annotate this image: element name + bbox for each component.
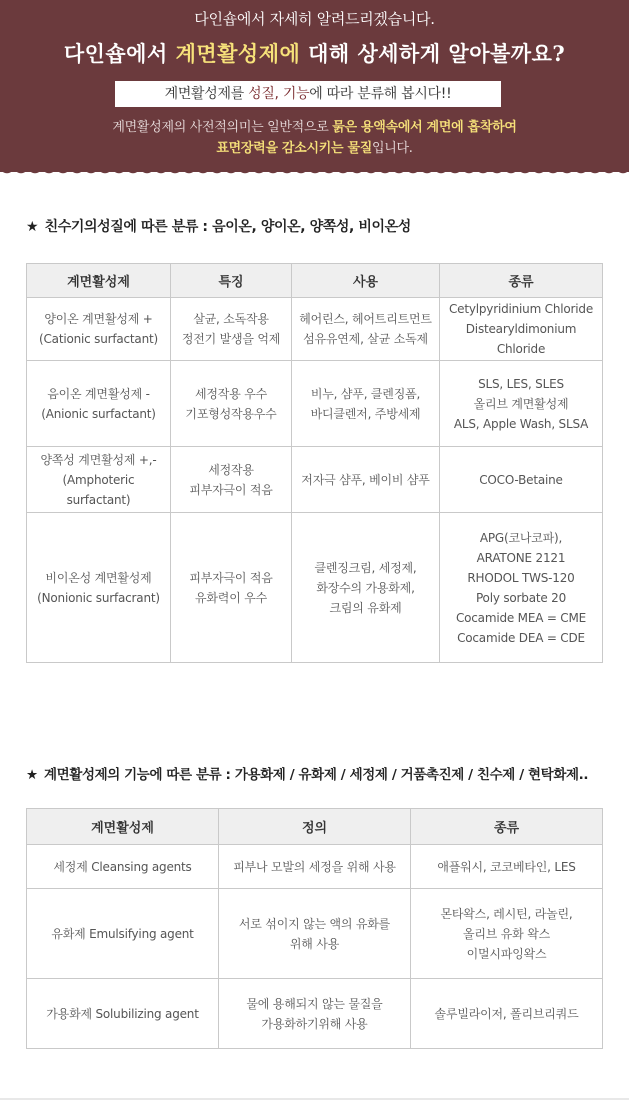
- cell-line: 세정작용 우수: [195, 386, 267, 401]
- table-row: [27, 361, 603, 447]
- cell-types: [440, 513, 603, 663]
- cell-use: [292, 298, 440, 361]
- pill-accent: 성질, 기능: [248, 86, 310, 102]
- cell-line: 피부나 모발의 세정을 위해 사용: [233, 859, 396, 874]
- cell-line: (Amphoteric surfactant): [62, 472, 135, 507]
- cell-line: 피부자극이 적음: [189, 570, 273, 585]
- cell-feature: [171, 298, 292, 361]
- banner-title-post: 대해 상세하게 알아볼까요?: [300, 41, 566, 66]
- surfactant-property-table: [26, 263, 603, 663]
- table-row: [27, 889, 603, 979]
- scalloped-edge: [0, 166, 629, 180]
- desc-line2-post: 입니다.: [371, 141, 413, 156]
- cell-types: [440, 298, 603, 361]
- cell-feature: [171, 513, 292, 663]
- cell-line: 화장수의 가용화제,: [316, 580, 415, 595]
- cell-name: [27, 298, 171, 361]
- column-header: 종류: [411, 809, 603, 845]
- cell-line: 바디클렌저, 주방세제: [310, 406, 421, 421]
- cell-line: 헤어린스, 헤어트리트먼트: [299, 312, 432, 326]
- cell-line: 섬유유연제, 살균 소독제: [303, 332, 428, 346]
- column-header: 종류: [440, 264, 603, 298]
- cell-line: 비누, 샴푸, 클렌징폼,: [310, 386, 421, 401]
- cell-name: [27, 979, 219, 1049]
- column-header: 정의: [219, 809, 411, 845]
- cell-definition: [219, 845, 411, 889]
- cell-line: 물에 용해되지 않는 물질을: [246, 996, 383, 1011]
- cell-name: [27, 447, 171, 513]
- cell-line: 기포형성작용우수: [185, 406, 277, 421]
- cell-name: [27, 513, 171, 663]
- cell-name: [27, 361, 171, 447]
- cell-line: 양이온 계면활성제 +: [44, 312, 153, 326]
- cell-name: [27, 889, 219, 979]
- star-icon: ★: [26, 767, 38, 783]
- banner-title-pre: 다인숍에서: [63, 41, 176, 66]
- table-row: [27, 979, 603, 1049]
- cell-line: 몬타왁스, 레시틴, 라놀린,: [440, 906, 573, 921]
- cell-line: Cetylpyridinium Chloride: [448, 302, 594, 316]
- cell-line: 유화제 Emulsifying agent: [51, 926, 194, 941]
- star-icon: ★: [26, 219, 39, 235]
- cell-line: (Nonionic surfacrant): [37, 590, 160, 605]
- cell-line: Poly sorbate 20: [475, 590, 567, 605]
- cell-line: 가용화제 Solubilizing agent: [46, 1006, 199, 1021]
- surfactant-function-table: [26, 808, 603, 1049]
- cell-definition: [219, 889, 411, 979]
- cell-line: 피부자극이 적음: [189, 482, 273, 497]
- header-banner: [0, 0, 629, 172]
- cell-line: Cocamide DEA = CDE: [457, 630, 585, 645]
- cell-line: 저자극 샴푸, 베이비 샴푸: [301, 472, 430, 487]
- cell-line: 올리브 계면활성제: [473, 396, 569, 411]
- pill-post: 에 따라 분류해 봅시다!!: [309, 86, 452, 102]
- cell-line: (Cationic surfactant): [39, 332, 158, 346]
- column-header: 특징: [171, 264, 292, 298]
- cell-types: [440, 447, 603, 513]
- table-row: [27, 845, 603, 889]
- desc-line-2: [0, 138, 629, 159]
- column-header: 계면활성제: [27, 809, 219, 845]
- cell-line: COCO-Betaine: [479, 472, 563, 487]
- cell-line: 양쪽성 계면활성제 +,-: [40, 452, 157, 467]
- cell-definition: [219, 979, 411, 1049]
- cell-line: 서로 섞이지 않는 액의 유화를: [238, 916, 391, 931]
- cell-line: SLS, LES, SLES: [478, 376, 564, 391]
- cell-line: 크림의 유화제: [329, 600, 402, 615]
- cell-use: [292, 513, 440, 663]
- cell-line: ARATONE 2121: [476, 550, 566, 565]
- cell-use: [292, 361, 440, 447]
- table-row: [27, 447, 603, 513]
- cell-use: [292, 447, 440, 513]
- table-row: [27, 298, 603, 361]
- cell-line: 비이온성 계면활성제: [45, 570, 152, 585]
- cell-line: 가용화하기위해 사용: [261, 1016, 368, 1031]
- cell-line: APG(코나코파),: [479, 530, 563, 545]
- cell-types: [411, 845, 603, 889]
- cell-line: 클렌징크림, 세정제,: [314, 560, 417, 575]
- cell-types: [440, 361, 603, 447]
- desc-line1-bold: 묽은 용액속에서 계면에 흡착하여: [332, 120, 517, 135]
- cell-types: [411, 979, 603, 1049]
- cell-line: 위해 사용: [289, 936, 340, 951]
- table-header-row: [27, 809, 603, 845]
- cell-line: 세정제 Cleansing agents: [53, 859, 192, 874]
- banner-title: [0, 38, 629, 68]
- cell-line: 이멀시파잉왁스: [466, 946, 547, 961]
- cell-feature: [171, 447, 292, 513]
- cell-feature: [171, 361, 292, 447]
- section2-heading-text: 계면활성제의 기능에 따른 분류 : 가용화제 / 유화제 / 세정제 / 거품촉진제 / 친수제 / 현탁화제..: [44, 767, 589, 783]
- banner-pill: [115, 81, 501, 107]
- cell-line: 세정작용: [208, 462, 254, 477]
- cell-line: 음이온 계면활성제 -: [47, 386, 150, 401]
- pill-pre: 계면활성제를: [164, 86, 249, 102]
- cell-line: ALS, Apple Wash, SLSA: [453, 416, 589, 431]
- column-header: 계면활성제: [27, 264, 171, 298]
- cell-line: 정전기 발생을 억제: [181, 332, 281, 346]
- desc-line2-bold: 표면장력을 감소시키는 물질: [216, 141, 372, 156]
- banner-description: [0, 117, 629, 159]
- section1-heading-text: 친수기의성질에 따른 분류 : 음이온, 양이온, 양쪽성, 비이온성: [44, 219, 411, 235]
- cell-name: [27, 845, 219, 889]
- cell-line: (Anionic surfactant): [41, 406, 156, 421]
- section2-heading: [26, 763, 588, 783]
- section1-heading: [26, 216, 411, 236]
- banner-subtitle: 다인숍에서 자세히 알려드리겠습니다.: [194, 10, 435, 28]
- cell-line: Distearyldimonium Chloride: [465, 322, 577, 356]
- cell-line: 유화력이 우수: [195, 590, 267, 605]
- cell-line: 애플워시, 코코베타인, LES: [437, 859, 576, 874]
- desc-line-1: [0, 117, 629, 138]
- column-header: 사용: [292, 264, 440, 298]
- cell-line: 올리브 유화 왁스: [463, 926, 550, 941]
- cell-line: 솔루빌라이저, 폴리브리쿼드: [434, 1006, 579, 1021]
- table-row: [27, 513, 603, 663]
- desc-line1-pre: 계면활성제의 사전적의미는 일반적으로: [112, 120, 333, 135]
- cell-types: [411, 889, 603, 979]
- cell-line: 살균, 소독작용: [193, 312, 269, 326]
- table-header-row: [27, 264, 603, 298]
- cell-line: RHODOL TWS-120: [467, 570, 575, 585]
- cell-line: Cocamide MEA = CME: [455, 610, 587, 625]
- banner-title-highlight: 계면활성제에: [175, 41, 301, 66]
